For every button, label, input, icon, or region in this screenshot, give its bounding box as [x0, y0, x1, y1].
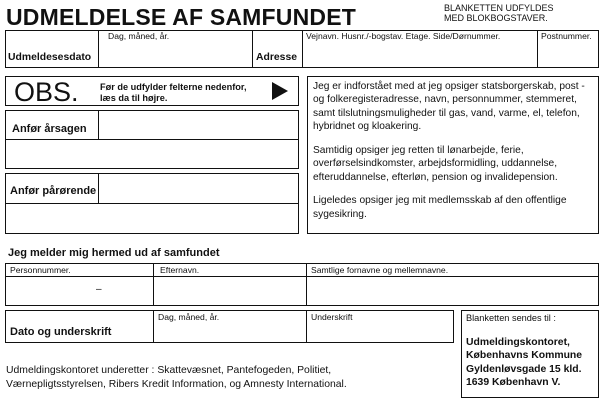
divider [153, 310, 154, 343]
divider [5, 203, 299, 204]
signature-date-field[interactable] [155, 324, 305, 342]
signature-field[interactable] [308, 324, 453, 342]
postnumber-hint: Postnummer. [541, 31, 592, 41]
withdrawal-date-label: Udmeldesesdato [8, 52, 92, 63]
send-to-address-line4: 1639 København V. [466, 376, 561, 388]
right-arrow-icon [272, 82, 288, 100]
send-to-address-line3: Gyldenløvsgade 15 kld. [466, 363, 582, 375]
footer-notice-line1: Udmeldingskontoret underetter : Skattevæsnet, Pantefogeden, Politiet, [6, 365, 332, 376]
personnummer-dash: – [96, 284, 102, 295]
send-to-address-line1: Udmeldingskontoret, [466, 337, 570, 348]
withdrawal-date-format-hint: Dag, måned, år. [108, 31, 170, 41]
obs-instruction-line1: Før de udfylder felterne nedenfor, [100, 82, 247, 92]
obs-instruction [100, 82, 247, 104]
given-names-field[interactable] [308, 278, 598, 305]
obs-instruction-line2: læs da til højre. [100, 93, 168, 104]
footer-notice [6, 364, 347, 392]
signature-label: Underskrift [311, 312, 353, 322]
terms-info-text [313, 80, 595, 221]
address-field[interactable] [303, 44, 536, 67]
send-to-address-line2: Københavns Kommune [466, 350, 583, 362]
relatives-field-continued[interactable] [6, 205, 298, 233]
reason-label: Anfør årsagen [12, 123, 87, 135]
personnummer-label: Personnummer. [10, 265, 71, 275]
signature-date-format-hint: Dag, måned, år. [158, 312, 220, 322]
divider [252, 30, 253, 68]
reason-field-continued[interactable] [6, 141, 298, 168]
personnummer-field[interactable] [6, 278, 152, 305]
postnumber-field[interactable] [538, 44, 598, 67]
send-to-address [466, 336, 582, 389]
declaration-heading: Jeg melder mig hermed ud af samfundet [8, 247, 220, 259]
divider [5, 139, 299, 140]
terms-paragraph-2: Samtidig opsiger jeg retten til lønarbejde, ferie, overførselsindkomster, arbejdsformidling, uddannelse, efteruddannelse, efterløn, pension og invalidepension. [313, 144, 558, 183]
footer-notice-line2: Værnepligtsstyrelsen, Ribers Kredit Information, og Amnesty International. [6, 379, 347, 391]
reason-field[interactable] [99, 111, 298, 139]
obs-title: OBS. [14, 77, 79, 107]
divider [306, 263, 307, 306]
surname-field[interactable] [155, 278, 305, 305]
divider [5, 276, 599, 277]
terms-paragraph-3: Ligeledes opsiger jeg mit medlemsskab af den offentlige sygesikring. [313, 195, 567, 220]
divider [153, 263, 154, 306]
given-names-label: Samtlige fornavne og mellemnavne. [311, 265, 449, 275]
terms-paragraph-1: Jeg er indforstået med at jeg opsiger statsborgerskab, post - og folkeregisteradresse, navn, personnummer, stemmeret, samt tilslutningsmuligheder til gas, vand, varme, el, telefon, hybridnet og kloakering. [313, 81, 585, 133]
relatives-field[interactable] [99, 174, 298, 202]
divider [306, 310, 307, 343]
address-format-hint: Vejnavn. Husnr./-bogstav. Etage. Side/Dørnummer. [306, 31, 501, 41]
relatives-label: Anfør pårørende [10, 185, 97, 197]
surname-label: Efternavn. [160, 265, 200, 275]
withdrawal-date-field[interactable] [99, 44, 251, 67]
date-signature-label: Dato og underskrift [10, 326, 112, 338]
block-letters-note-line1: BLANKETTEN UDFYLDES [444, 3, 554, 13]
block-letters-note-line2: MED BLOKBOGSTAVER. [444, 13, 548, 24]
address-label: Adresse [256, 52, 298, 63]
send-to-heading: Blanketten sendes til : [466, 313, 556, 323]
block-letters-note [444, 3, 554, 24]
form-title: UDMELDELSE AF SAMFUNDET [6, 4, 357, 30]
